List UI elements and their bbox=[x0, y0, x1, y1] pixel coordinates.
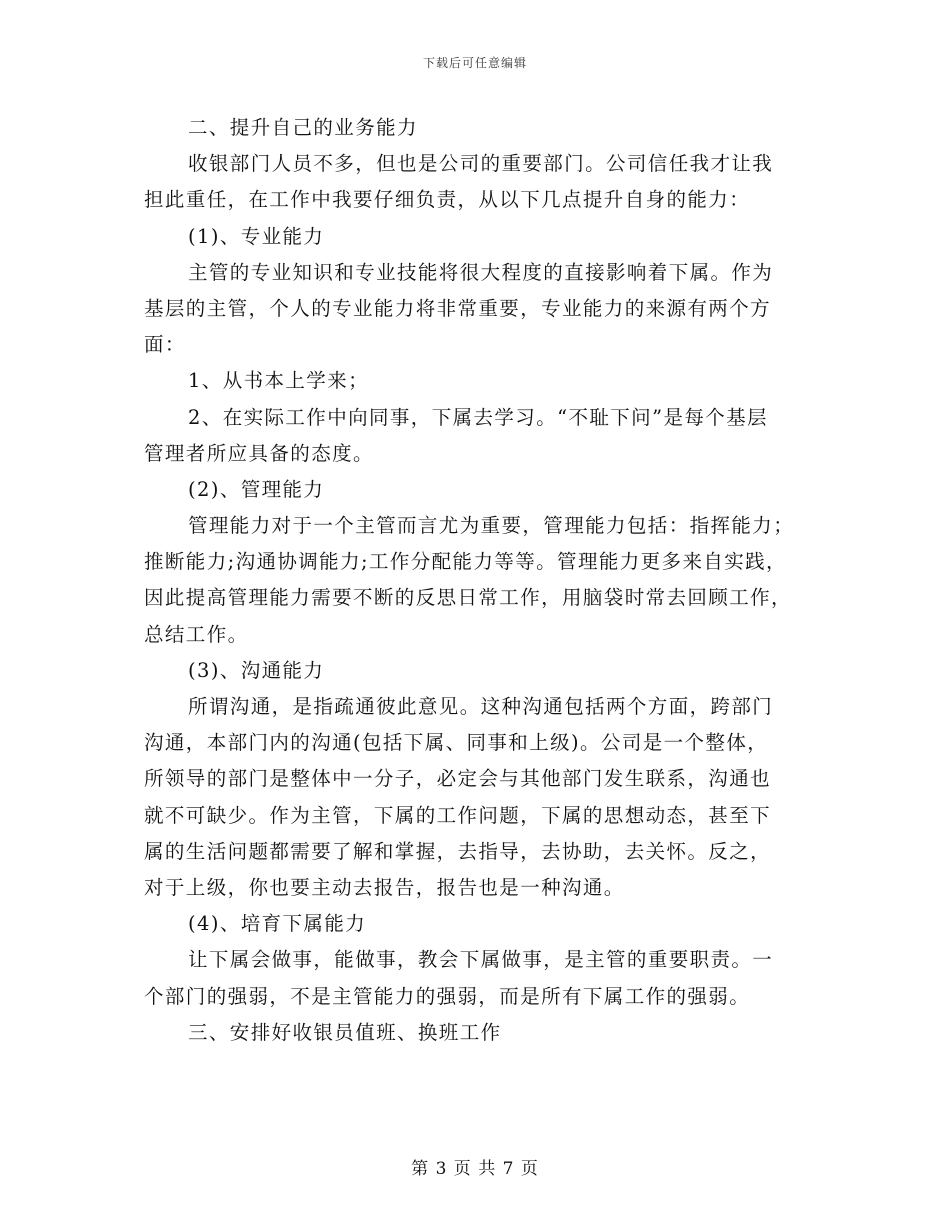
paragraph-line: 属的生活问题都需要了解和掌握，去指导，去协助，去关怀。反之， bbox=[144, 839, 772, 863]
subheading-professional-ability: (1)、专业能力 bbox=[188, 224, 325, 248]
page-header-note: 下载后可任意编辑 bbox=[422, 56, 527, 70]
paragraph-line: 管理者所应具备的态度。 bbox=[144, 441, 374, 465]
paragraph-line: 收银部门人员不多，但也是公司的重要部门。公司信任我才让我 bbox=[188, 152, 774, 176]
paragraph-line: 因此提高管理能力需要不断的反思日常工作，用脑袋时常去回顾工作， bbox=[144, 586, 792, 610]
paragraph-line: 所领导的部门是整体中一分子，必定会与其他部门发生联系，沟通也 bbox=[144, 767, 772, 791]
subheading-subordinate-development: (4)、培育下属能力 bbox=[188, 912, 367, 936]
paragraph-line: 推断能力;沟通协调能力;工作分配能力等等。管理能力更多来自实践， bbox=[144, 550, 787, 574]
paragraph-line: 个部门的强弱，不是主管能力的强弱，而是所有下属工作的强弱。 bbox=[144, 984, 751, 1008]
paragraph-line: 担此重任，在工作中我要仔细负责，从以下几点提升自身的能力： bbox=[144, 188, 751, 212]
paragraph-line: 对于上级，你也要主动去报告，报告也是一种沟通。 bbox=[144, 875, 625, 899]
paragraph-line: 让下属会做事，能做事，教会下属做事，是主管的重要职责。一 bbox=[188, 948, 774, 972]
section-heading-3: 三、安排好收银员值班、换班工作 bbox=[188, 1020, 502, 1044]
list-item: 2、在实际工作中向同事，下属去学习。“不耻下问”是每个基层 bbox=[188, 405, 768, 429]
paragraph-line: 主管的专业知识和专业技能将很大程度的直接影响着下属。作为 bbox=[188, 260, 774, 284]
paragraph-line: 基层的主管，个人的专业能力将非常重要，专业能力的来源有两个方 bbox=[144, 296, 772, 320]
section-heading-2: 二、提升自己的业务能力 bbox=[188, 116, 418, 139]
subheading-communication-ability: (3)、沟通能力 bbox=[188, 658, 325, 682]
document-body bbox=[144, 110, 806, 1051]
paragraph-line: 总结工作。 bbox=[144, 622, 249, 646]
list-item: 1、从书本上学来； bbox=[188, 369, 370, 393]
subheading-management-ability: (2)、管理能力 bbox=[188, 477, 325, 501]
page-number-footer: 第 3 页 共 7 页 bbox=[411, 1159, 539, 1179]
paragraph-line: 面： bbox=[144, 333, 186, 357]
paragraph-line: 所谓沟通，是指疏通彼此意见。这种沟通包括两个方面，跨部门 bbox=[188, 695, 774, 718]
paragraph-line: 沟通，本部门内的沟通(包括下属、同事和上级)。公司是一个整体， bbox=[144, 731, 769, 755]
paragraph-line: 就不可缺少。作为主管，下属的工作问题，下属的思想动态，甚至下 bbox=[144, 803, 772, 827]
paragraph-line: 管理能力对于一个主管而言尤为重要，管理能力包括：指挥能力； bbox=[188, 514, 795, 538]
